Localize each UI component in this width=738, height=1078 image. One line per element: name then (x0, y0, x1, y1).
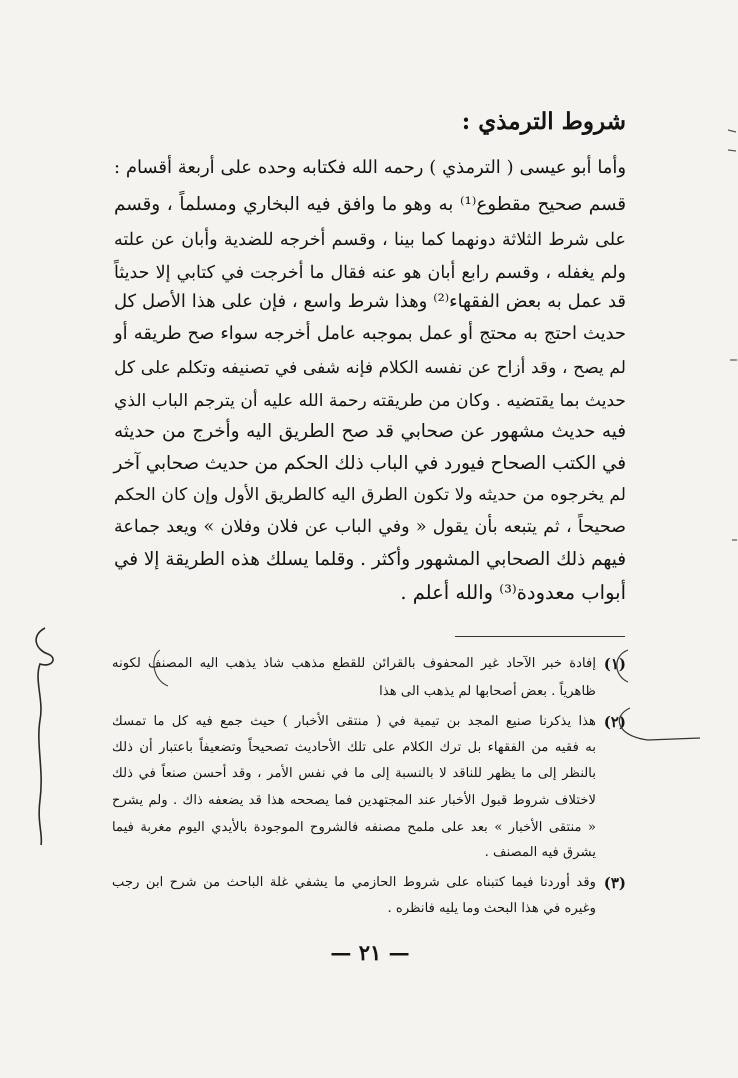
body-line: فيه حديث مشهور عن صحابي قد صح الطريق اليه وأخرج من حديثه (114, 421, 626, 442)
footnote-line: لاختلاف شروط قبول الأخبار عند المجتهدين فما يصححه هذا قد يضعفه ذاك . ولم يشرح (112, 793, 596, 808)
section-heading: شروط الترمذي : (461, 108, 626, 135)
footnote-line: ظاهرياً . بعض أصحابها لم يذهب الى هذا (379, 684, 596, 699)
footnote-line: وغيره في هذا البحث وما يليه فانظره . (387, 901, 596, 916)
body-line: فيهم ذلك الصحابي المشهور وأكثر . وقلما يسلك هذه الطريقة إلا في (114, 549, 626, 570)
body-line: صحيحاً ، ثم يتبعه بأن يقول « وفي الباب عن فلان وفلان » ويعد جماعة (114, 517, 626, 537)
footnote-line: يشرق فيه المصنف . (484, 845, 596, 860)
body-line: لم يخرجوه من حديثه ولا تكون الطرق اليه كالطريق الأول وإن كان الحكم (114, 485, 626, 505)
margin-bracket (619, 708, 700, 740)
body-line: وأما أبو عيسى ( الترمذي ) رحمه الله فكتابه وحده على أربعة أقسام : (114, 157, 626, 178)
edge-mark (728, 150, 736, 151)
page-number: — ٢١ — (330, 940, 410, 965)
footnote-line: إفادة خبر الآحاد غير المحفوف بالقرائن للقطع مذهب شاذ يذهب اليه المصنف لكونه (112, 656, 596, 671)
edge-mark (728, 130, 736, 132)
body-line: حديث بما يقتضيه . وكان من طريقته رحمة الله عليه أن يترجم الباب الذي (114, 391, 626, 411)
footnote-line: به فقيه من الفقهاء بل ترك الكلام على تلك الأحاديث تصحيحاً وتضعيفاً باعتبار أن ذلك (112, 740, 596, 755)
margin-bracket (617, 650, 628, 682)
body-line: قسم صحيح مقطوع⁽¹⁾ به وهو ما وافق فيه البخاري ومسلماً ، وقسم (114, 194, 627, 215)
footnote-number: (٣) (603, 874, 626, 892)
body-line: قد عمل به بعض الفقهاء⁽²⁾ وهذا شرط واسع ، فإن على هذا الأصل كل (114, 291, 626, 312)
body-line: ولم يغفله ، وقسم رابع أبان هو عنه فقال ما أخرجت في كتابي إلا حديثاً (114, 263, 626, 283)
footnote-line: بالنظر إلى ما يظهر للناقد لا بالنسبة إلى ما في نفس الأمر ، وقد أحسن صنعاً في ذلك (112, 766, 596, 781)
body-line: على شرط الثلاثة دونهما كما بينا ، وقسم أخرجه للضدية وأبان عن علته (114, 230, 626, 250)
body-line: حديث احتج به محتج أو عمل بموجبه عامل أخرجه سواء صح طريقه أو (114, 323, 626, 344)
body-line: لم يصح ، وقد أزاح عن نفسه الكلام فإنه شفى في تصنيفه وتكلم على كل (114, 358, 626, 378)
body-line: أبواب معدودة⁽³⁾ والله أعلم . (400, 581, 626, 604)
margin-squiggle (36, 628, 53, 845)
footnote-line: هذا يذكرنا صنيع المجد بن تيمية في ( منتقى الأخبار ) حيث جمع فيه كل ما تمسك (112, 714, 596, 729)
footnote-number: (٢) (603, 713, 626, 731)
footnote-line: وقد أوردنا فيما كتبناه على شروط الحازمي ما يشفي غلة الباحث من شرح ابن رجب (112, 875, 596, 890)
margin-bracket (154, 650, 168, 686)
footnote-line: « منتقى الأخبار » بعد على ملمح مصنفه فالشروح الموجودة بالأيدي اليوم مغربة فيما (112, 820, 596, 835)
body-line: في الكتب الصحاح فيورد في الباب ذلك الحكم من حديث صحابي آخر (113, 453, 626, 474)
footnote-number: (١) (603, 655, 626, 673)
